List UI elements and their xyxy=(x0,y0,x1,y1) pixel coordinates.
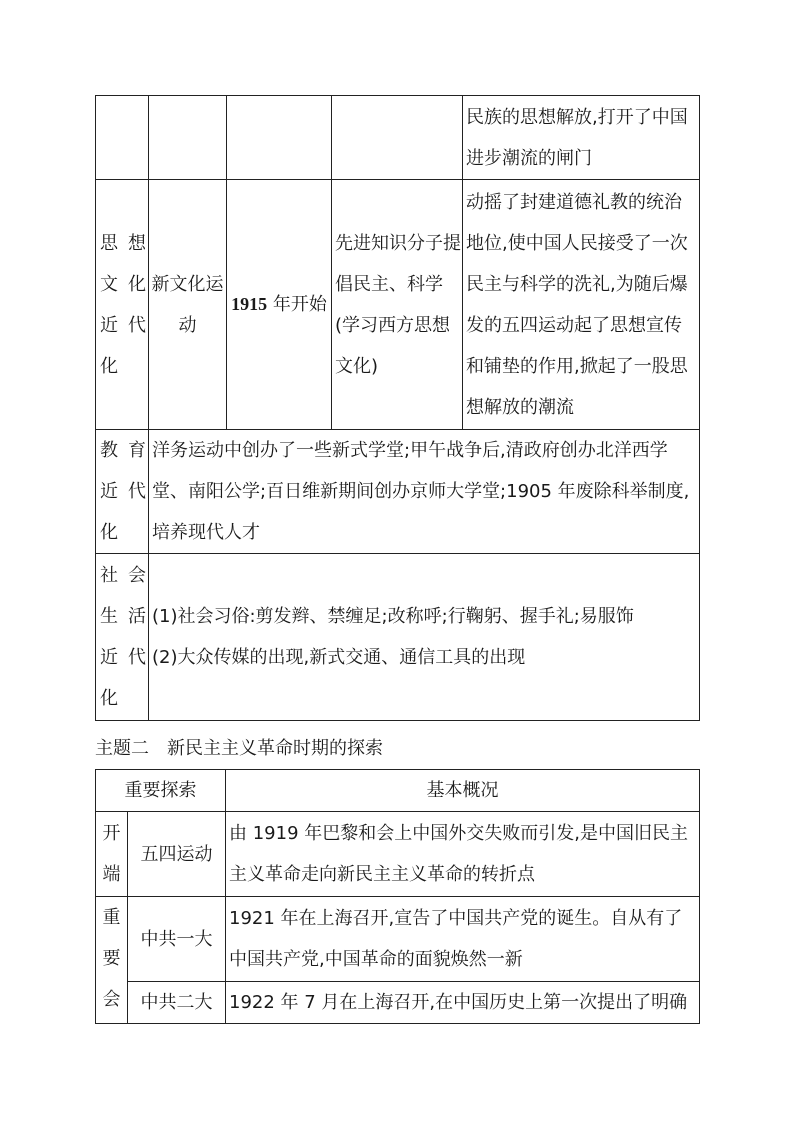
name-cell: 中共二大 xyxy=(128,982,226,1024)
table-header-row xyxy=(96,770,700,812)
group-cell: 开 端 xyxy=(96,812,128,897)
category-cell: 社会 生活 近代 化 xyxy=(96,554,149,721)
name-cell: 中共一大 xyxy=(128,897,226,982)
table-row xyxy=(96,897,700,982)
header-cell: 基本概况 xyxy=(226,770,700,812)
table-row xyxy=(96,982,700,1024)
significance-cell: 民族的思想解放,打开了中国进步潮流的闸门 xyxy=(463,96,700,180)
detail-cell: 1922 年 7 月在上海召开,在中国历史上第一次提出了明确 xyxy=(226,982,700,1024)
table-row xyxy=(96,554,700,721)
education-content-cell: 洋务运动中创办了一些新式学堂;甲午战争后,清政府创办北洋西学堂、南阳公学;百日维新期间创办京师大学堂;1905 年废除科举制度,培养现代人才 xyxy=(149,430,700,554)
category-cell: 思想 文化 近代 化 xyxy=(96,180,149,430)
detail-cell: 由 1919 年巴黎和会上中国外交失败而引发,是中国旧民主主义革命走向新民主主义革命的转折点 xyxy=(226,812,700,897)
group-cell: 重 要 会 xyxy=(96,897,128,1024)
content-cell: 先进知识分子提倡民主、科学(学习西方思想文化) xyxy=(332,180,463,430)
section-title: 主题二 新民主主义革命时期的探索 xyxy=(95,738,383,759)
table-row xyxy=(96,812,700,897)
table-new-democratic-revolution xyxy=(95,769,700,1024)
detail-cell: 1921 年在上海召开,宣告了中国共产党的诞生。自从有了中国共产党,中国革命的面貌焕然一新 xyxy=(226,897,700,982)
time-cell: 1915 年开始 xyxy=(227,180,332,430)
event-cell: 新文化运动 xyxy=(149,180,227,430)
social-content-cell: (1)社会习俗:剪发辫、禁缠足;改称呼;行鞠躬、握手礼;易服饰 (2)大众传媒的出现,新式交通、通信工具的出现 xyxy=(149,554,700,721)
table-row xyxy=(96,180,700,430)
table-row xyxy=(96,96,700,180)
table-modernization xyxy=(95,95,700,721)
significance-cell: 动摇了封建道德礼教的统治地位,使中国人民接受了一次民主与科学的洗礼,为随后爆发的五四运动起了思想宣传和铺垫的作用,掀起了一股思想解放的潮流 xyxy=(463,180,700,430)
table-row xyxy=(96,430,700,554)
header-cell: 重要探索 xyxy=(96,770,226,812)
category-cell: 教育 近代 化 xyxy=(96,430,149,554)
name-cell: 五四运动 xyxy=(128,812,226,897)
